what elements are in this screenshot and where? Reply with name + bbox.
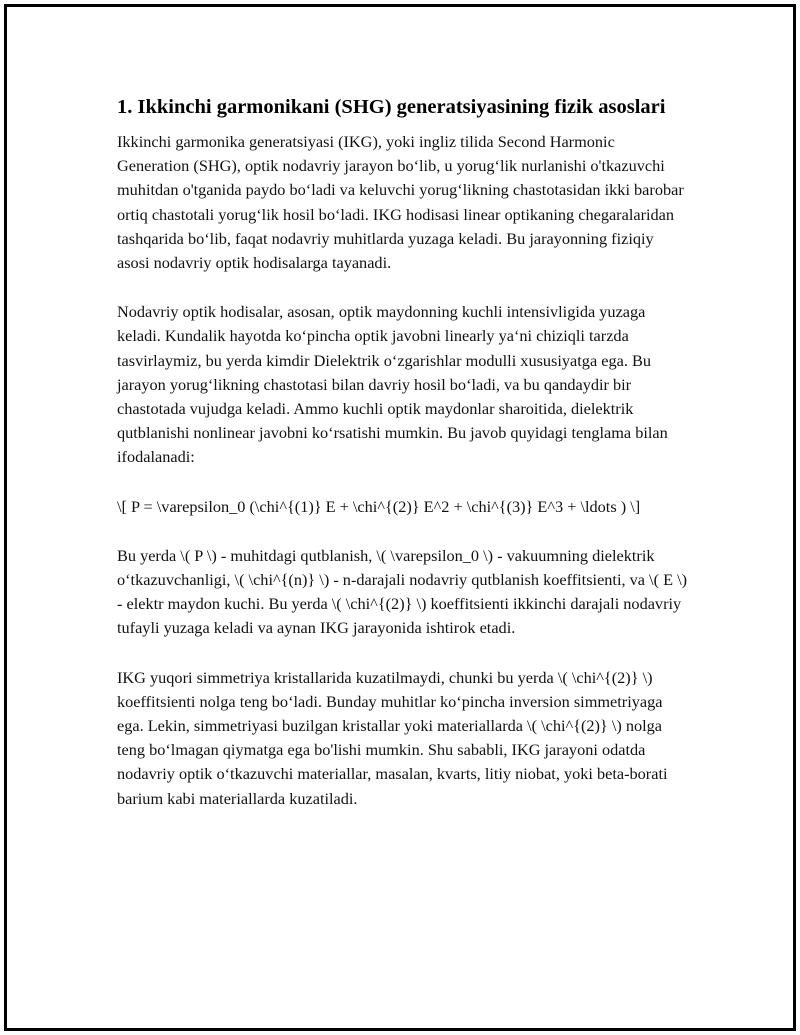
paragraph-intro: Ikkinchi garmonika generatsiyasi (IKG), yoki ingliz tilida Second Harmonic Generation (SHG), optik nodavriy jarayon bo‘lib, u yorug‘lik nurlanishi o'tkazuvchi muhitdan o'tganida paydo bo‘ladi va keluvchi yorug‘likning chastotasidan ikki barobar ortiq chastotali yorug‘lik hosil bo‘ladi. IKG hodisasi linear optikaning chegaralaridan tashqarida bo‘lib, faqat nodavriy muhitlarda yuzaga keladi. Bu jarayonning fiziqiy asosi nodavriy optik hodisalarga tayanadi. (117, 132, 684, 273)
polarization-equation: \[ P = \varepsilon_0 (\chi^{(1)} E + \chi^{(2)} E^2 + \chi^{(3)} E^3 + \ldots ) \] (117, 496, 641, 516)
section-title: 1. Ikkinchi garmonikani (SHG) generatsiyasining fizik asoslari (117, 96, 666, 118)
document-body (117, 94, 689, 836)
paragraph-definitions: Bu yerda \( P \) - muhitdagi qutblanish, \( \varepsilon_0 \) - vakuumning dielektrik o‘tkazuvchanligi, \( \chi^{(n)} \) - n-darajali nodavriy qutblanish koeffitsienti, va \( E \) - elektr maydon kuchi. Bu yerda \( \chi^{(2)} \) koeffitsienti ikkinchi darajali nodavriy tufayli yuzaga keladi va aynan IKG jarayonida ishtirok etadi. (117, 545, 688, 638)
paragraph-nonlinear-optics: Nodavriy optik hodisalar, asosan, optik maydonning kuchli intensivligida yuzaga keladi. Kundalik hayotda ko‘pincha optik javobni linearly ya‘ni chiziqli tarzda tasvirlaymiz, bu yerda kimdir Dielektrik o‘zgarishlar modulli xususiyatga ega. Bu jarayon yorug‘likning chastotasi bilan davriy hosil bo‘ladi, va bu qandaydir bir chastotada vujudga keladi. Ammo kuchli optik maydonlar sharoitida, dielektrik qutblanishi nonlinear javobni ko‘rsatishi mumkin. Bu javob quyidagi tenglama bilan ifodalanadi: (117, 302, 668, 467)
paragraph-symmetry: IKG yuqori simmetriya kristallarida kuzatilmaydi, chunki bu yerda \( \chi^{(2)} \) koeffitsienti nolga teng bo‘ladi. Bunday muhitlar ko‘pincha inversion simmetriyaga ega. Lekin, simmetriyasi buzilgan kristallar yoki materiallarda \( \chi^{(2)} \) nolga teng bo‘lmagan qiymatga ega bo'lishi mumkin. Shu sababli, IKG jarayoni odatda nodavriy optik o‘tkazuvchi materiallar, masalan, kvarts, litiy niobat, yoki beta-borati barium kabi materiallarda kuzatiladi. (117, 667, 668, 808)
